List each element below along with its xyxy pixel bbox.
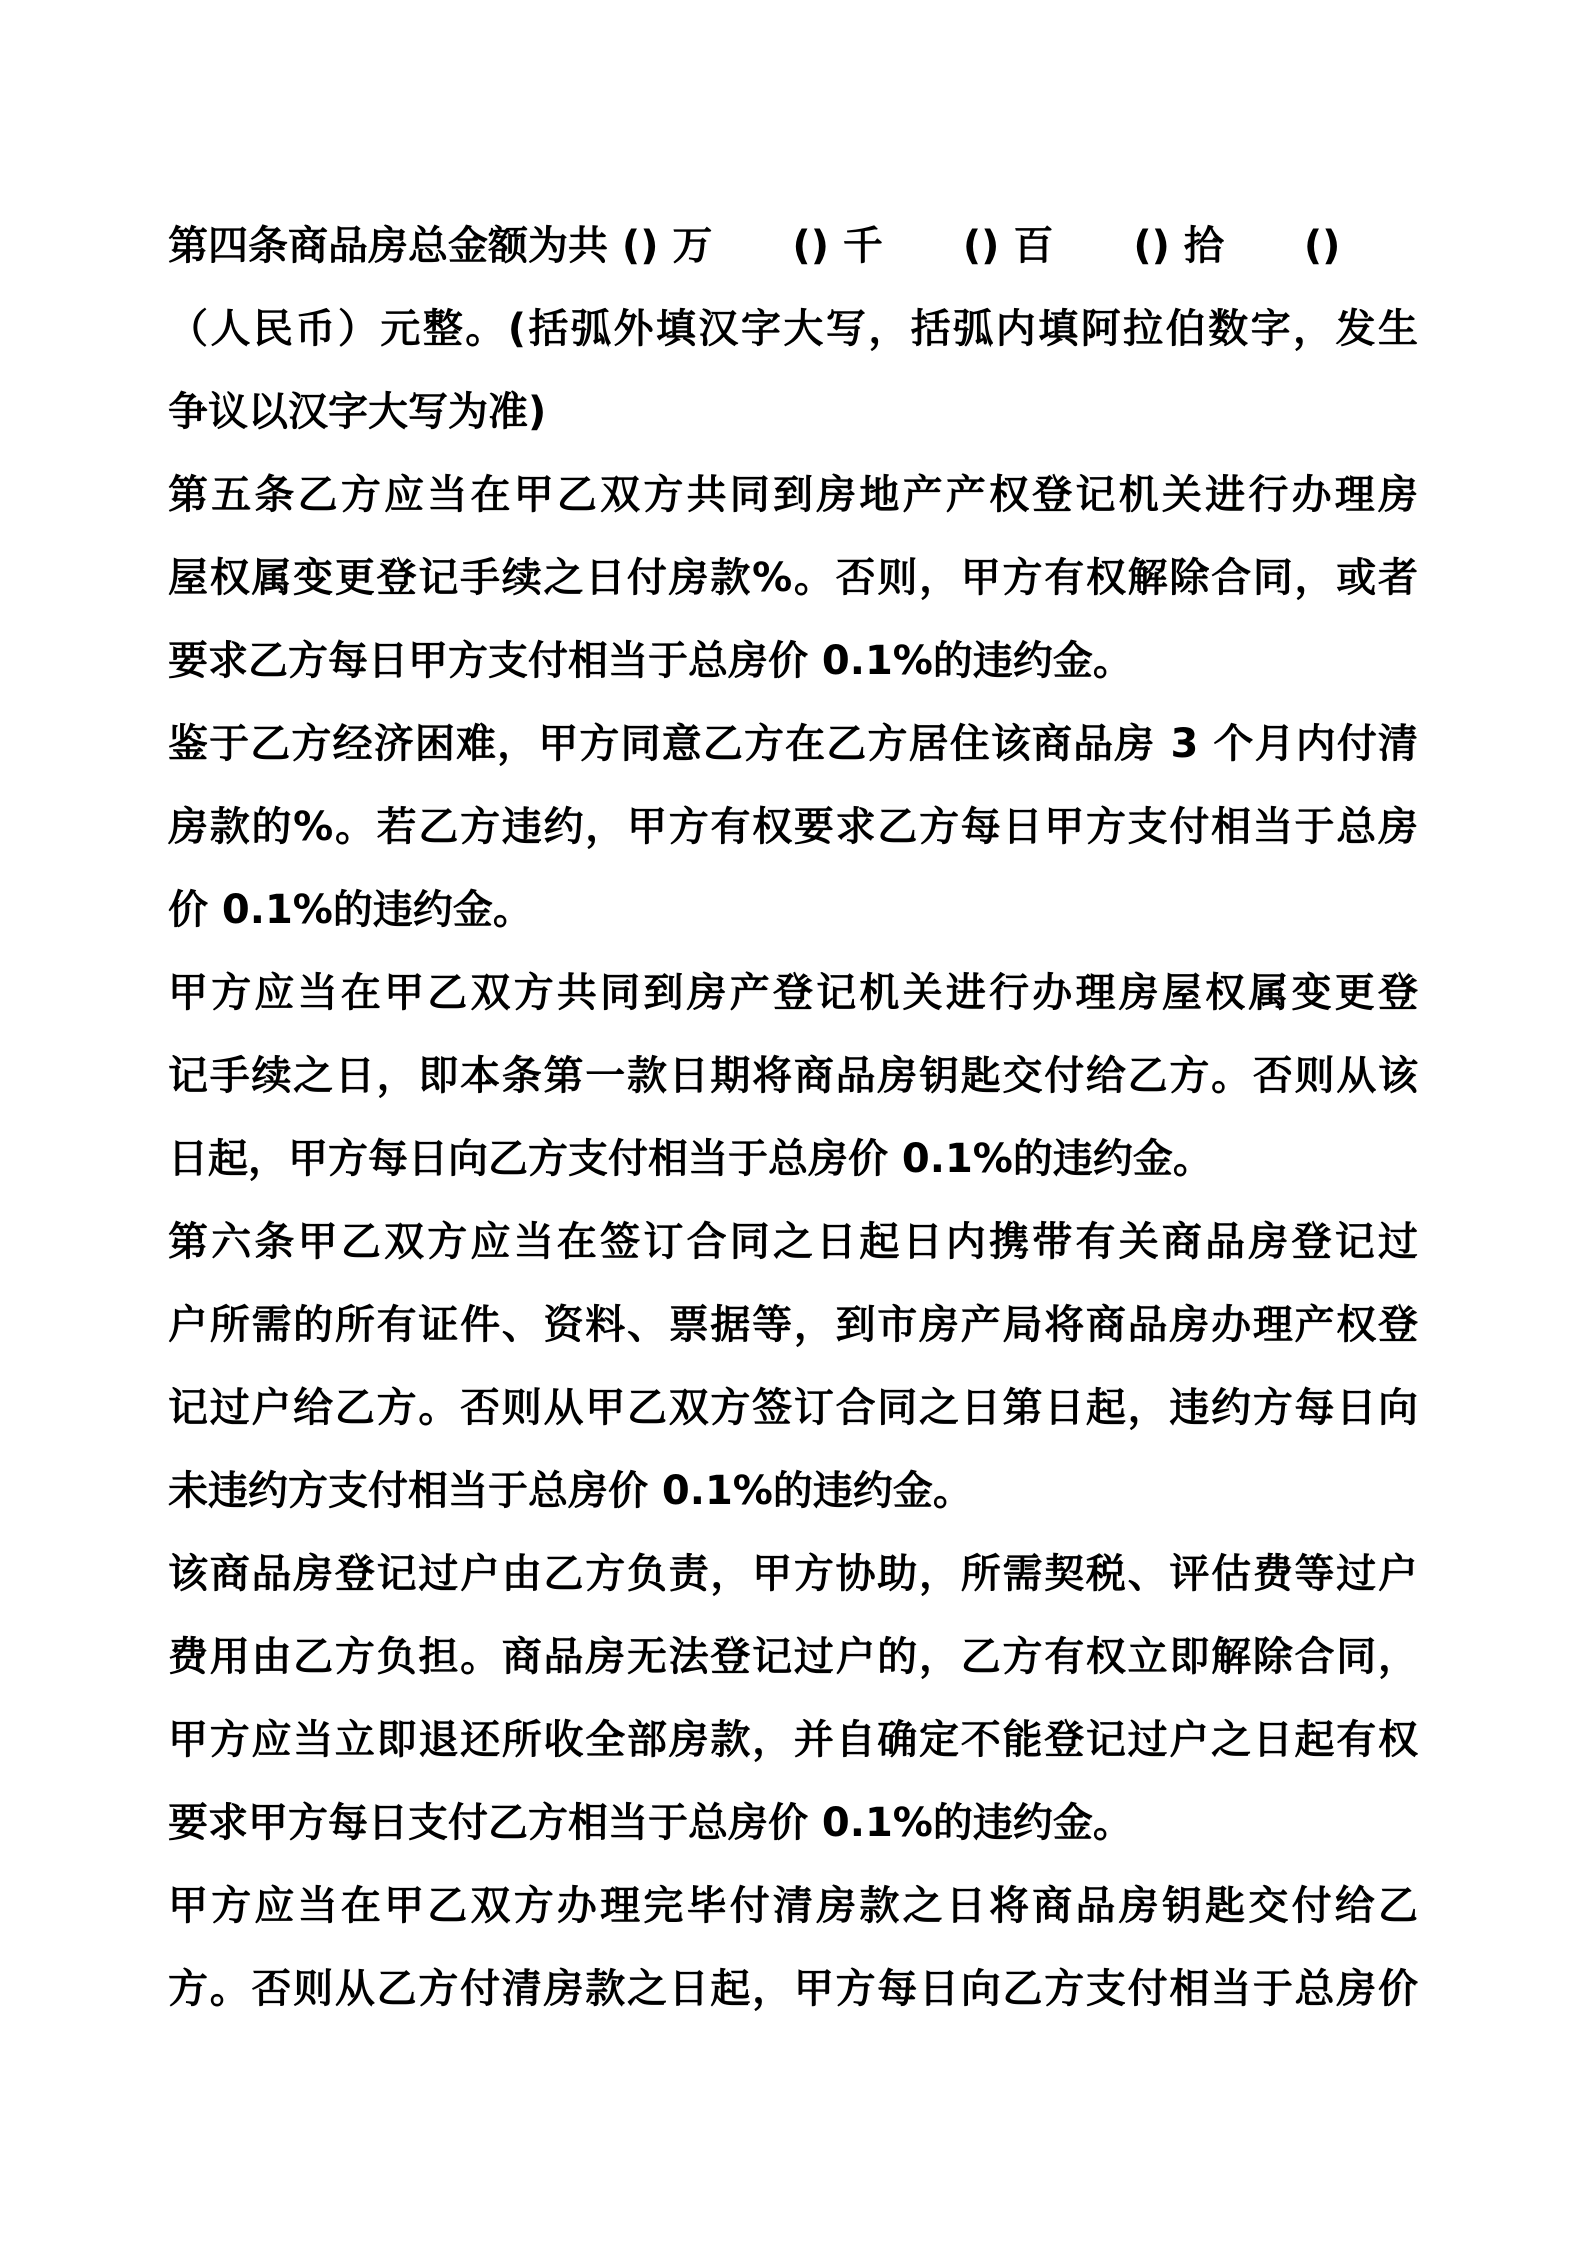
text-line: 要求乙方每日甲方支付相当于总房价 0.1%的违约金。 xyxy=(168,638,1133,684)
text-line: 第六条甲乙双方应当在签订合同之日起日内携带有关商品房登记过 xyxy=(168,1219,1418,1265)
text-line: 第四条商品房总金额为共 () 万 () 千 () 百 () 拾 () xyxy=(168,223,1341,269)
text-line: 该商品房登记过户由乙方负责，甲方协助，所需契税、评估费等过户 xyxy=(168,1551,1418,1597)
text-line: 甲方应当在甲乙双方共同到房产登记机关进行办理房屋权属变更登 xyxy=(168,970,1418,1016)
text-line: 第五条乙方应当在甲乙双方共同到房地产产权登记机关进行办理房 xyxy=(168,472,1418,518)
text-line: 方。否则从乙方付清房款之日起，甲方每日向乙方支付相当于总房价 xyxy=(168,1966,1418,2012)
text-line: 户所需的所有证件、资料、票据等，到市房产局将商品房办理产权登 xyxy=(168,1302,1418,1348)
text-line: 日起，甲方每日向乙方支付相当于总房价 0.1%的违约金。 xyxy=(168,1136,1213,1182)
text-line: 费用由乙方负担。商品房无法登记过户的，乙方有权立即解除合同， xyxy=(168,1634,1418,1680)
text-line: 房款的%。若乙方违约，甲方有权要求乙方每日甲方支付相当于总房 xyxy=(168,804,1418,850)
text-line: 记手续之日，即本条第一款日期将商品房钥匙交付给乙方。否则从该 xyxy=(168,1053,1418,1099)
text-line: 价 0.1%的违约金。 xyxy=(168,887,533,933)
text-line: 甲方应当立即退还所收全部房款，并自确定不能登记过户之日起有权 xyxy=(168,1717,1418,1763)
text-line: 鉴于乙方经济困难，甲方同意乙方在乙方居住该商品房 3 个月内付清 xyxy=(168,721,1418,767)
text-line: 争议以汉字大写为准) xyxy=(168,389,547,435)
text-line: 屋权属变更登记手续之日付房款%。否则，甲方有权解除合同，或者 xyxy=(168,555,1418,601)
text-line: 未违约方支付相当于总房价 0.1%的违约金。 xyxy=(168,1468,973,1514)
text-line: （人民币）元整。(括弧外填汉字大写，括弧内填阿拉伯数字，发生 xyxy=(168,306,1418,352)
text-line: 记过户给乙方。否则从甲乙双方签订合同之日第日起，违约方每日向 xyxy=(168,1385,1418,1431)
text-line: 甲方应当在甲乙双方办理完毕付清房款之日将商品房钥匙交付给乙 xyxy=(168,1883,1418,1929)
text-line: 要求甲方每日支付乙方相当于总房价 0.1%的违约金。 xyxy=(168,1800,1133,1846)
